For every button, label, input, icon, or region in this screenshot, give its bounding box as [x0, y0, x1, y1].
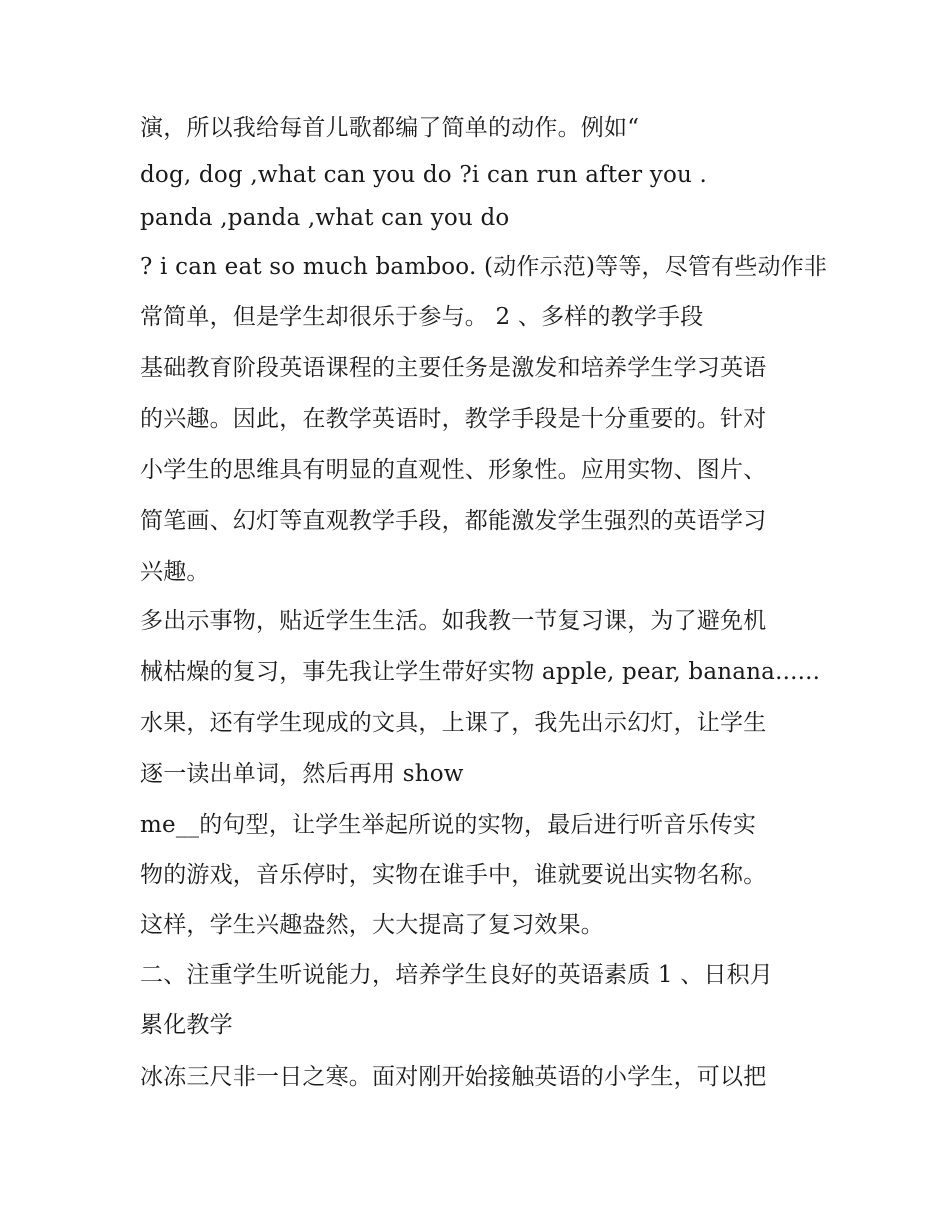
text-line: 的兴趣。因此，在教学英语时，教学手段是十分重要的。针对: [140, 406, 767, 432]
text-line: 小学生的思维具有明显的直观性、形象性。应用实物、图片、: [140, 457, 767, 483]
text-line: me__的句型，让学生举起所说的实物，最后进行听音乐传实: [140, 812, 757, 838]
text-line: 兴趣。: [140, 559, 210, 585]
text-line: 械枯燥的复习，事先我让学生带好实物 apple, pear, banana......: [140, 659, 821, 685]
text-line: 物的游戏，音乐停时，实物在谁手中，谁就要说出实物名称。: [140, 862, 767, 888]
text-line: 冰冻三尺非一日之寒。面对刚开始接触英语的小学生，可以把: [140, 1064, 767, 1090]
text-line: 简笔画、幻灯等直观教学手段，都能激发学生强烈的英语学习: [140, 508, 767, 534]
text-line: ? i can eat so much bamboo. (动作示范)等等，尽管有些动作非: [140, 254, 828, 280]
text-line: 常简单，但是学生却很乐于参与。 2 、多样的教学手段: [140, 304, 704, 330]
text-line: dog, dog ,what can you do ?i can run after you .: [140, 162, 708, 188]
text-line: 多出示事物，贴近学生生活。如我教一节复习课，为了避免机: [140, 608, 767, 634]
text-line: 这样，学生兴趣盎然，大大提高了复习效果。: [140, 912, 604, 938]
text-line: 二、注重学生听说能力，培养学生良好的英语素质 1 、日积月: [140, 962, 774, 988]
text-line: 累化教学: [140, 1012, 233, 1038]
text-line: 演，所以我给每首儿歌都编了简单的动作。例如“: [140, 115, 640, 141]
text-line: panda ,panda ,what can you do: [140, 205, 510, 231]
text-line: 逐一读出单词，然后再用 show: [140, 761, 464, 787]
text-line: 基础教育阶段英语课程的主要任务是激发和培养学生学习英语: [140, 355, 767, 381]
text-line: 水果，还有学生现成的文具，上课了，我先出示幻灯，让学生: [140, 710, 767, 736]
